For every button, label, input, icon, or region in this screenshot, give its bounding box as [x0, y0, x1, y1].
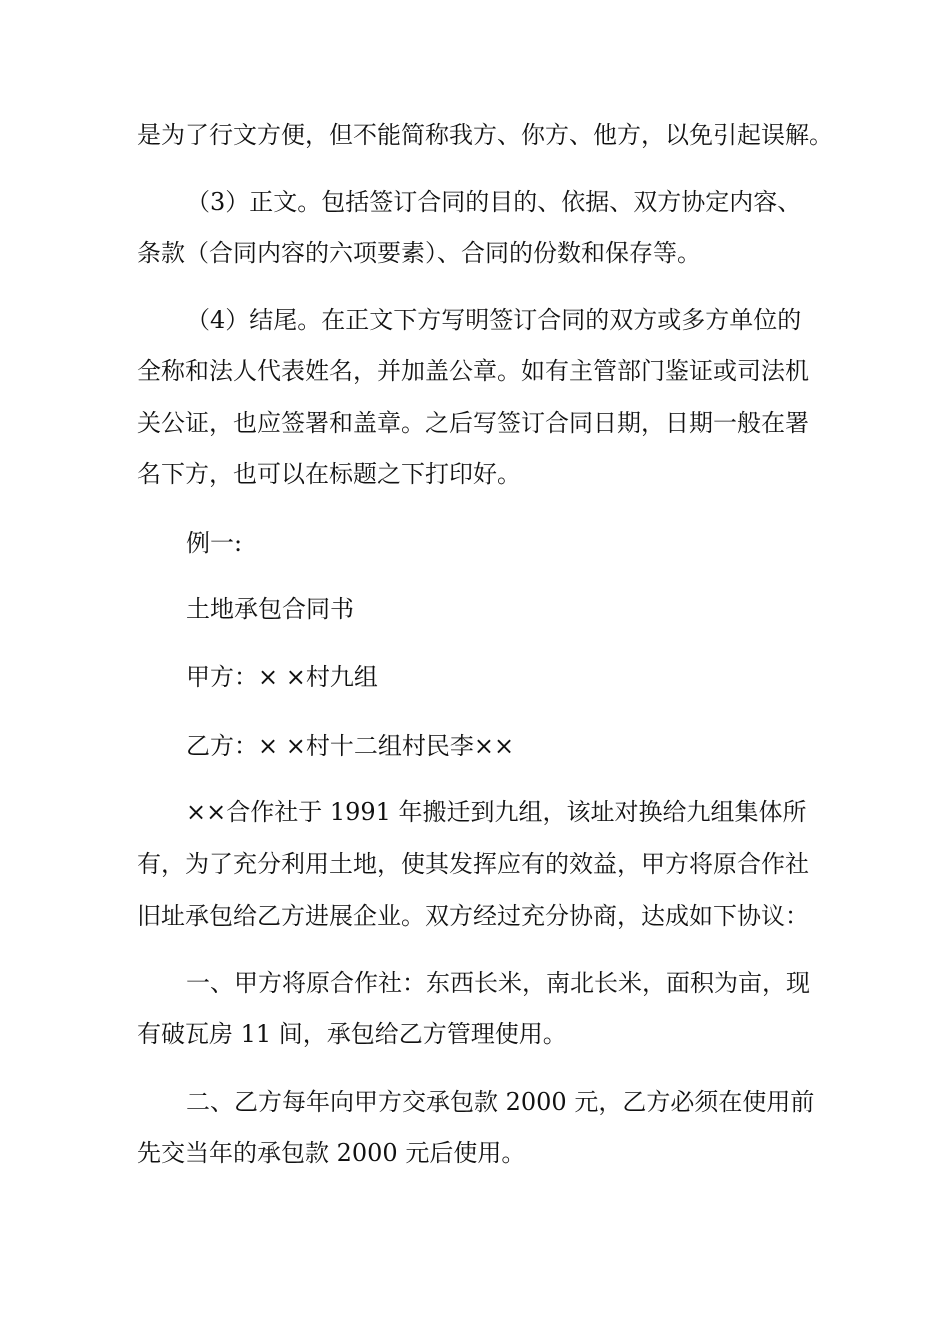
paragraph-line: 全称和法人代表姓名，并加盖公章。如有主管部门鉴证或司法机 — [137, 357, 809, 385]
paragraph-line: 是为了行文方便，但不能简称我方、你方、他方，以免引起误解。 — [137, 121, 833, 149]
paragraph-line: 关公证，也应签署和盖章。之后写签订合同日期，日期一般在署 — [137, 409, 809, 437]
paragraph-line: 条款（合同内容的六项要素）、合同的份数和保存等。 — [137, 239, 701, 267]
paragraph-line: 名下方，也可以在标题之下打印好。 — [137, 460, 521, 488]
paragraph-line: ××合作社于 1991 年搬迁到九组，该址对换给九组集体所 — [186, 798, 807, 826]
paragraph-line: （3）正文。包括签订合同的目的、依据、双方协定内容、 — [186, 188, 802, 216]
paragraph-line: 有，为了充分利用土地，使其发挥应有的效益，甲方将原合作社 — [137, 850, 809, 878]
paragraph-line: 有破瓦房 11 间，承包给乙方管理使用。 — [137, 1020, 567, 1048]
paragraph-line: 一、甲方将原合作社：东西长米，南北长米，面积为亩，现 — [186, 969, 810, 997]
party-b-line: 乙方：× ×村十二组村民李×× — [186, 732, 515, 760]
paragraph-line: 二、乙方每年向甲方交承包款 2000 元，乙方必须在使用前 — [186, 1088, 815, 1116]
paragraph-line: 例一: — [186, 529, 243, 557]
paragraph-line: （4）结尾。在正文下方写明签订合同的双方或多方单位的 — [186, 306, 802, 334]
party-a-line: 甲方：× ×村九组 — [186, 663, 378, 691]
document-subtitle: 土地承包合同书 — [186, 595, 354, 623]
paragraph-line: 先交当年的承包款 2000 元后使用。 — [137, 1139, 526, 1167]
paragraph-line: 旧址承包给乙方进展企业。双方经过充分协商，达成如下协议： — [137, 902, 809, 930]
